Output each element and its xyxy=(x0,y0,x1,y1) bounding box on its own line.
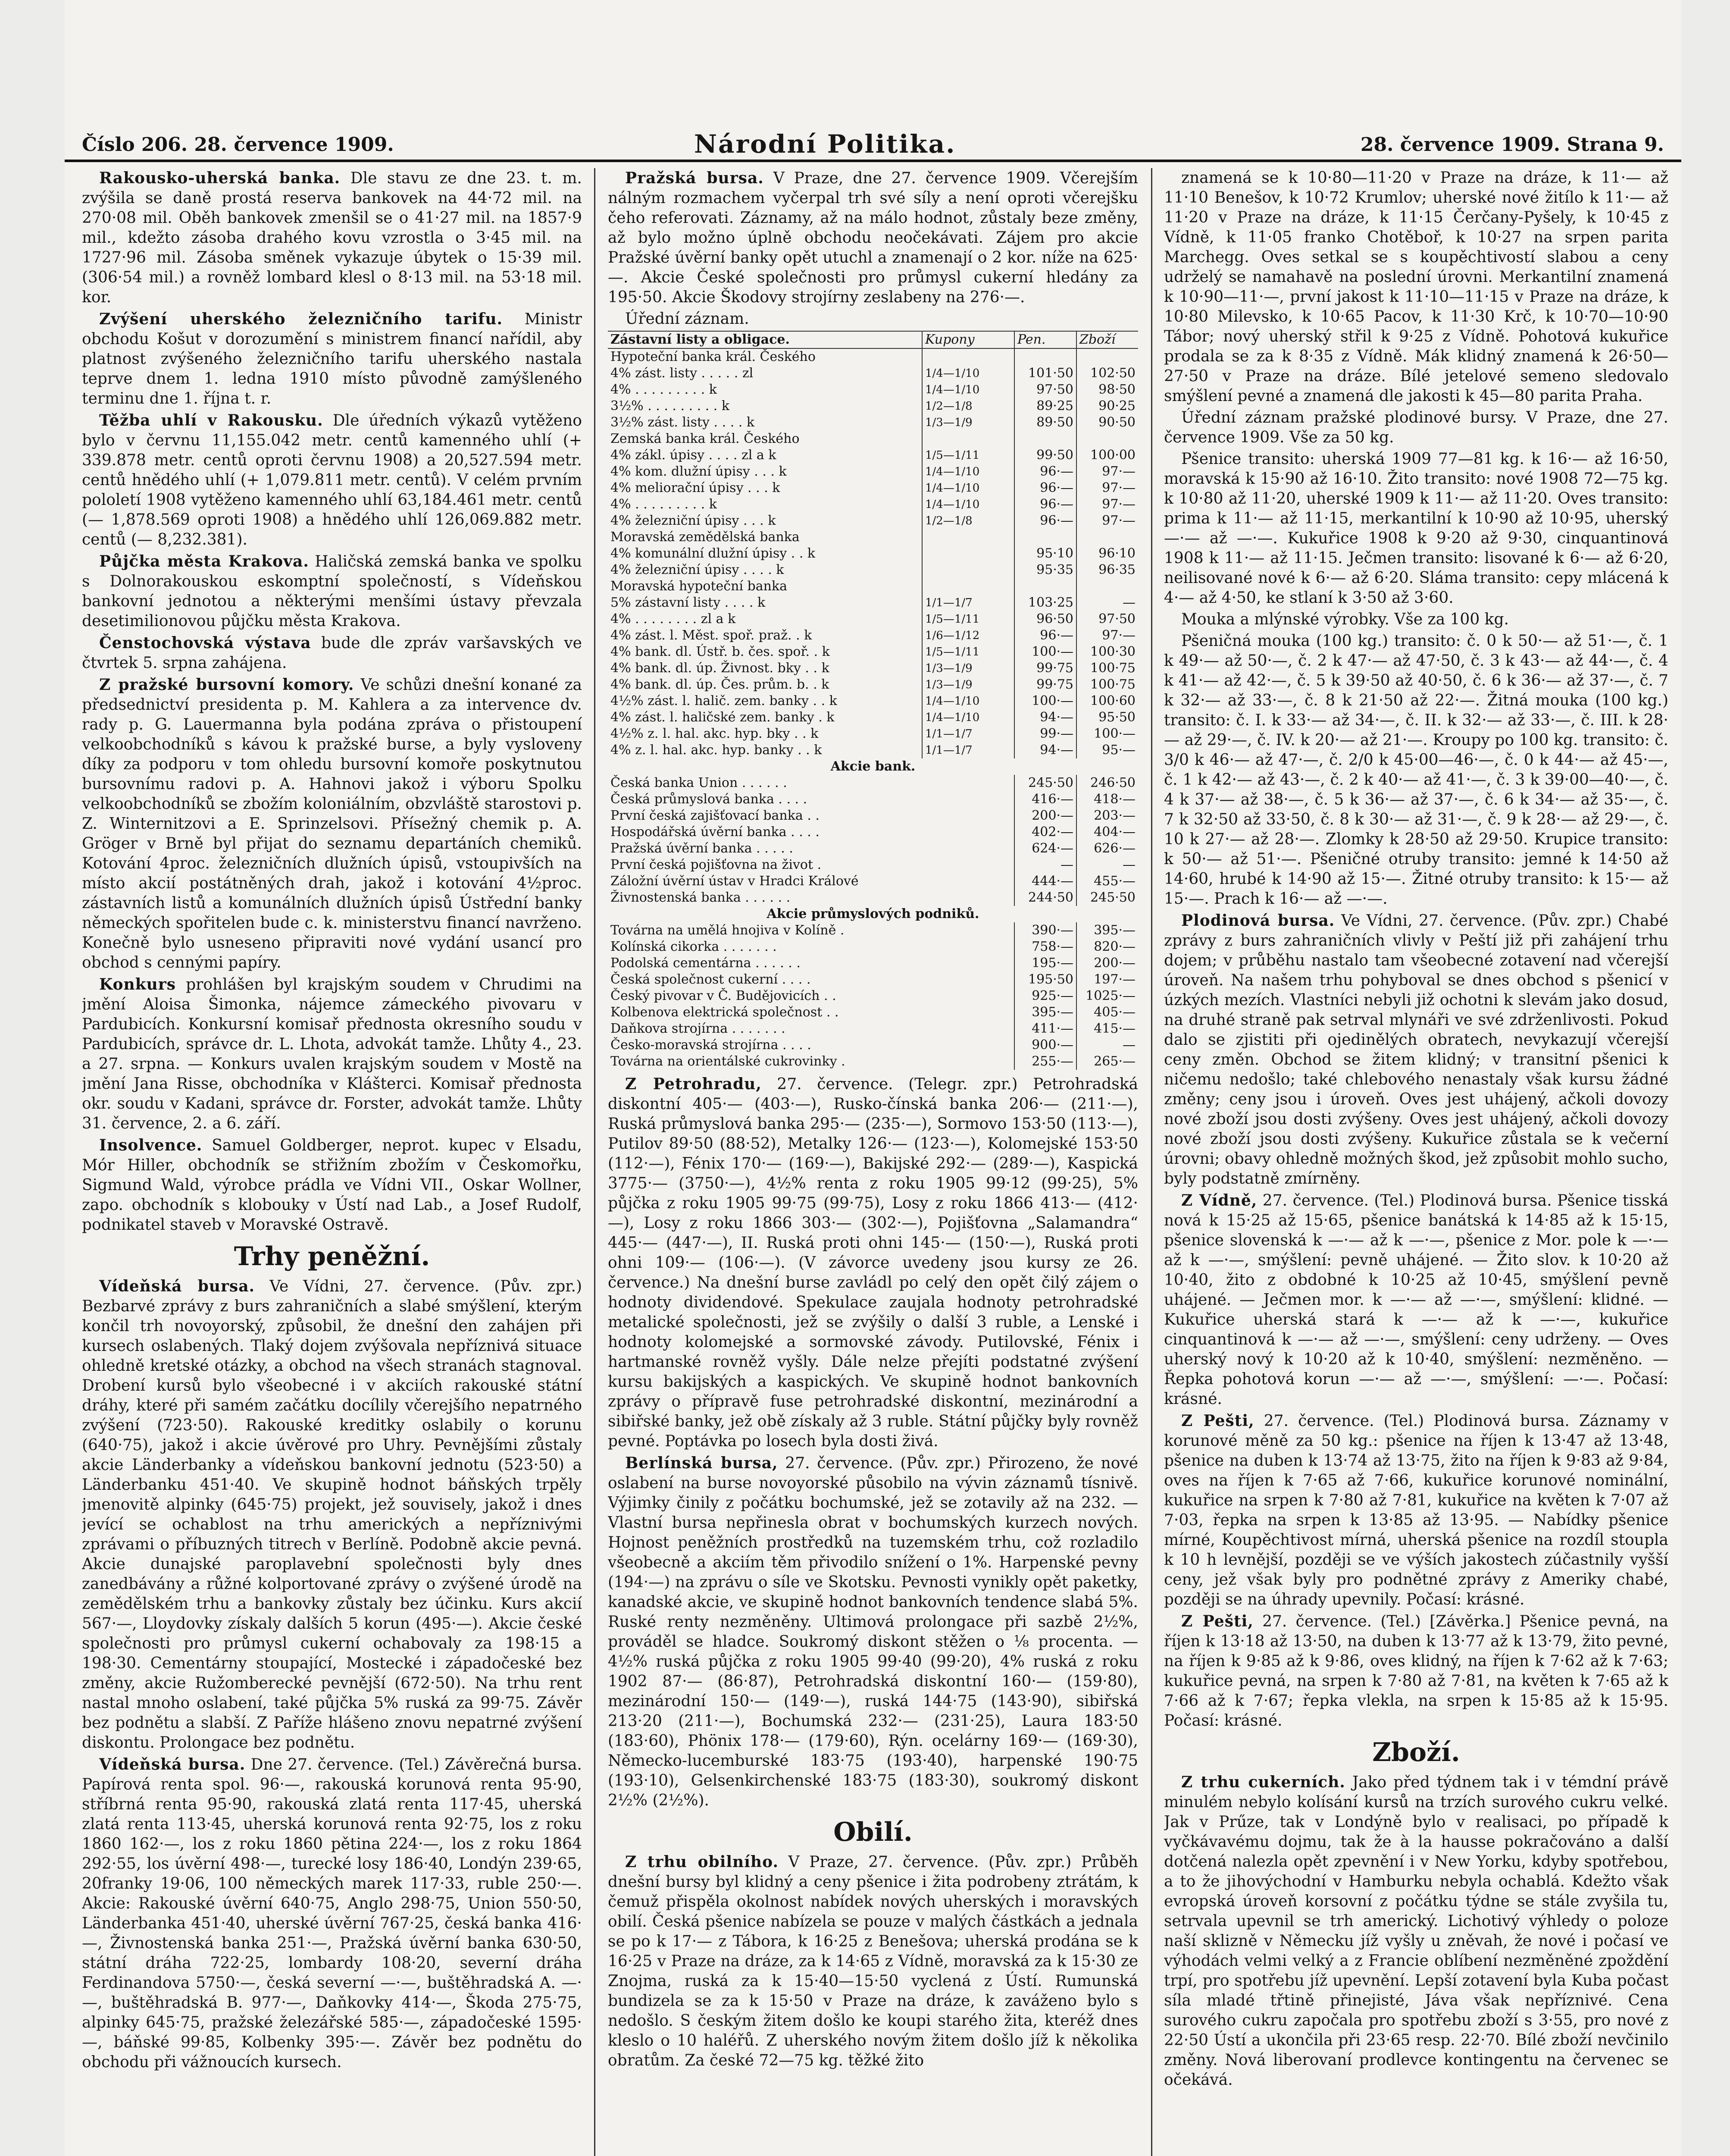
table-cell-zbozi: 96·10 xyxy=(1076,545,1138,562)
article-paragraph xyxy=(1164,1411,1668,1610)
table-row xyxy=(608,431,1138,447)
article-text: 27. července. (Pův. zpr.) Přirozeno, že nové oslabení na burse novoyorské působilo na vývin záznamů tísnivě. Výjimky činily z počátku bochumské, jež se zotavily až na 232. — Vlastní bursa nepřinesla obrat v bochumských kurzech nových. Hojnost peněžních prostředků na tuzemském trhu, což rozladilo všeobecně a akciím těm přivodilo snížení o 1%. Harpenské pevny (194·—) na zprávu o síle ve Skotsku. Pevnosti vynikly opět paketky, kanadské akcie, ve skupině hodnot bankovních tendence slabá 5%. Ruské renty nezměněny. Ultimová prolongace při sazbě 2½%, prováděl se hladce. Soukromý diskont stěžen o ⅛ procenta. — 4½% ruská půjčka z roku 1905 99·40 (99·20), 4% ruská z roku 1902 87·— (86·87), Petrohradská diskontní 160·— (159·80), mezinárodní 150·— (149·—), ruská 144·75 (143·90), sibiřská 213·20 (211·—), Bochumská 232·— (231·25), Laura 183·50 (183·60), Phönix 178·— (179·60), Rýn. ocelárny 169·— (169·30), Německo-lucemburské 183·75 (193·40), harpenské 190·75 (193·10), Gelsenkirchenské 183·75 (183·30), soukromý diskont 2½% (2½%). xyxy=(608,1454,1138,1809)
article-text: Dle úředních výkazů vytěženo bylo v červnu 11,155.042 metr. centů kamenného uhlí (+ 339.878 metr. centů oproti červnu 1908) a 20,527.594 metr. centů hnědého uhlí (+ 1,079.811 metr. centů). V celém prvním pololetí 1908 vytěženo kamenného uhlí 63,184.461 metr. centů (— 1,878.569 oproti 1908) a hnědého uhlí 126,069.882 metr. centů (— 8,232.381). xyxy=(82,412,582,548)
table-row xyxy=(608,365,1138,382)
table-cell-zbozi: 418·— xyxy=(1076,791,1138,808)
table-row xyxy=(608,873,1138,890)
article-text: Pšeničná mouka (100 kg.) transito: č. 0 k 50·— až 51·—, č. 1 k 49·— až 50·—, č. 2 k 47·— až 47·50, č. 3 k 43·— až 44·—, č. 4 k 41·— až 42·—, č. 5 k 39·50 až 40·50, č. 6 k 36·— až 37·—, č. 7 k 32·— až 33·—, č. 8 k 21·50 až 22·—. Žitná mouka (100 kg.) transito: č. I. k 33·— až 34·—, č. II. k 32·— až 33·—, č. III. k 28·— až 29·—, č. IV. k 20·— až 21·—. Kroupy po 100 kg. transito: č. 3/0 k 46·— až 47·—, č. 2/0 k 45·00—46·—, č. 0 k 44·— až 45·—, č. 1 k 42·— až 43·—, č. 2 k 40·— až 41·—, č. 3 k 39·00—40·—, č. 4 k 37·— až 38·—, č. 5 k 36·— až 37·—, č. 6 k 34·— až 35·—, č. 7 k 32·50 až 33·50, č. 8 k 30·— až 31·—, č. 9 k 28·— až 29·—, č. 10 k 27·— až 28·—. Zlomky k 28·50 až 29·50. Krupice transito: k 50·— až 51·—. Pšeničné otruby transito: jemné k 14·50 až 14·60, hrubé k 14·90 až 15·—. Žitné otruby transito: k 15·— až 15·—. Prach k 16·— až —·—. xyxy=(1164,632,1668,908)
table-row xyxy=(608,398,1138,414)
table-row xyxy=(608,791,1138,808)
article-lead: Rakousko-uherská banka. xyxy=(99,169,341,187)
table-row xyxy=(608,824,1138,840)
table-cell-coupon: 1/1—1/7 xyxy=(922,726,1014,742)
table-cell-name: Česká průmyslová banka . . . . xyxy=(610,792,807,807)
table-row xyxy=(608,348,1138,365)
article-text: Samuel Goldberger, neprot. kupec v Elsadu, Mór Hiller, obchodník se střižním zbožím v Českomořku, Sigmund Wald, výrobce prádla ve Vídni VII., Oskar Wollner, zapo. obchodník s klobouky v Ústí nad Lab., a Josef Rudolf, podnikatel staveb v Moravské Ostravě. xyxy=(82,1137,582,1234)
table-cell-zbozi: 100·00 xyxy=(1076,447,1138,464)
table-cell-pen: 103·25 xyxy=(1014,595,1076,611)
table-cell-zbozi: 395·— xyxy=(1076,922,1138,939)
issue-date: Číslo 206. 28. července 1909. xyxy=(82,134,394,156)
page-number: 28. července 1909. Strana 9. xyxy=(1360,134,1664,156)
article-paragraph xyxy=(82,1276,582,1753)
table-header-coupon: Kupony xyxy=(922,331,1014,348)
table-cell-pen xyxy=(1014,529,1076,545)
article-paragraph xyxy=(1164,1772,1668,2090)
table-cell-name: Hypoteční banka král. Českého xyxy=(610,349,816,364)
table-cell-zbozi: 97·— xyxy=(1076,480,1138,496)
article-lead: Insolvence. xyxy=(99,1136,203,1154)
table-cell-coupon: 1/4—1/10 xyxy=(922,480,1014,496)
table-cell-zbozi xyxy=(1076,348,1138,365)
table-row xyxy=(608,890,1138,906)
article-paragraph xyxy=(608,1074,1138,1451)
article-text: prohlášen byl krajským soudem v Chrudimi na jmění Aloisa Šimonka, nájemce zámeckého pivovaru v Pardubicích. Konkursní komisař přednosta okresního soudu v Pardubicích, správce dr. L. Lhota, advokát tamže. Lhůty 4., 23. a 27. srpna. — Konkurs uvalen krajským soudem v Mostě na jmění Jana Risse, obchodníka v Klášterci. Komisař přednosta okr. soudu v Kadani, správce dr. Forster, advokát tamže. Lhůty 31. července, 2. a 6. září. xyxy=(82,976,582,1132)
akcie-prum-title: Akcie průmyslových podniků. xyxy=(766,906,979,921)
article-lead: Z Vídně, xyxy=(1181,1191,1258,1210)
table-cell-name: Továrna na umělá hnojiva v Kolíně . xyxy=(610,923,845,938)
table-cell-name: Kolínská cikorka . . . . . . . xyxy=(610,939,777,954)
table-cell-name: 4% . . . . . . . . zl a k xyxy=(610,611,736,627)
table-cell-coupon: 1/1—1/7 xyxy=(922,742,1014,758)
table-cell-name: 4% železniční úpisy . . . k xyxy=(610,513,776,528)
article-lead: Půjčka města Krakova. xyxy=(99,552,309,570)
table-row xyxy=(608,1037,1138,1053)
table-cell-zbozi: — xyxy=(1076,595,1138,611)
table-row xyxy=(608,496,1138,513)
table-cell-pen xyxy=(1014,431,1076,447)
article-text: 27. července. (Tel.) Plodinová bursa. Pšenice tisská nová k 15·25 až 15·65, pšenice banátská k 14·85 až k 15·15, pšenice slovenská k —·— až k —·—, pšenice z Mor. pole k —·— až k —·—, smýšlení: pevně uhájené. — Žito slov. k 10·20 až 10·40, žito z obdobné k 10·25 až 10·45, smýšlení pevně uhájené. — Ječmen mor. k —·— až —·—, smýšlení: klidné. — Kukuřice uherská stará k —·— až k —·—, kukuřice cinquantinová k —·— až —·—, smýšlení: ceny udrženy. — Oves uherský nový k 10·20 až k 10·40, smýšlení: nezměněno. — Řepka pohotová korun —·— až —·—, smýšlení: —·—. Počasí: krásné. xyxy=(1164,1192,1668,1408)
table-cell-coupon: 1/4—1/10 xyxy=(922,693,1014,709)
table-cell-pen: 95·10 xyxy=(1014,545,1076,562)
table-cell-coupon: 1/2—1/8 xyxy=(922,513,1014,529)
table-cell-pen: 390·— xyxy=(1014,922,1076,939)
table-cell-zbozi: 100·75 xyxy=(1076,660,1138,677)
article-lead: Z trhu cukerních. xyxy=(1181,1773,1345,1791)
table-row xyxy=(608,988,1138,1004)
article-lead: Čenstochovská výstava xyxy=(99,634,311,652)
table-cell-pen xyxy=(1014,348,1076,365)
table-cell-name: Hospodářská úvěrní banka . . . . xyxy=(610,824,820,840)
article-text: znamená se k 10·80—11·20 v Praze na dráze, k 11·— až 11·10 Benešov, k 10·72 Krumlov; uherské nové žitílo k 11·— až 11·20 v Praze na dráze, k 11·15 Čerčany-Pyšely, k 10·45 z Vídně, k 11·05 franko Chotěboř, k 10·27 na srpen parita Marchegg. Oves setkal se s koupěchtivostí slabou a ceny udrželý se namahavě na poslední úrovni. Merkantilní znamená k 10·90—11·—, první jakost k 11·10—11·15 v Praze na dráze, k 10·80 Milevsko, k 10·65 Pacov, k 11·30 Krč, k 10·70—10·90 Tábor; nový uherský střil k 9·25 z Vídně. Pohotová kukuřice prodala se za k 8·35 z Vídně. Mák klidný znamená k 26·50—27·50 v Praze na dráze. Bílé jetelové semeno sledovalo smýšlení pevné a znamená dle jakosti k 45—80 parita Praha. xyxy=(1164,169,1668,405)
table-cell-pen: 96·— xyxy=(1014,480,1076,496)
table-row xyxy=(608,578,1138,595)
table-cell-name: 4% bank. dl. Ústř. b. čes. spoř. . k xyxy=(610,644,830,659)
article-paragraph xyxy=(1164,610,1668,630)
article-paragraph xyxy=(82,675,582,973)
section-title-money-markets: Trhy peněžní. xyxy=(234,1241,430,1272)
article-text: Úřední záznam pražské plodinové bursy. V Praze, dne 27. července 1909. Vše za 50 kg. xyxy=(1164,409,1668,446)
table-row xyxy=(608,414,1138,431)
table-cell-pen: 244·50 xyxy=(1014,890,1076,906)
table-cell-zbozi: 90·25 xyxy=(1076,398,1138,414)
table-cell-pen: 96·— xyxy=(1014,627,1076,644)
table-cell-pen: 195·— xyxy=(1014,955,1076,971)
article-lead: Těžba uhlí v Rakousku. xyxy=(99,411,323,429)
table-cell-name: 4% kom. dlužní úpisy . . . k xyxy=(610,464,787,479)
table-cell-zbozi: 455·— xyxy=(1076,873,1138,890)
table-cell-pen: 99·75 xyxy=(1014,660,1076,677)
table-cell-pen xyxy=(1014,578,1076,595)
table-cell-zbozi: 415·— xyxy=(1076,1021,1138,1037)
table-cell-name: 4% . . . . . . . . . k xyxy=(610,497,717,512)
table-cell-coupon: 1/4—1/10 xyxy=(922,709,1014,726)
table-cell-coupon: 1/3—1/9 xyxy=(922,414,1014,431)
article-lead: Vídeňská bursa. xyxy=(99,1755,246,1774)
article-lead: Zvýšení uherského železničního tarifu. xyxy=(99,310,503,328)
article-lead: Z Pešti, xyxy=(1181,1612,1254,1630)
table-cell-pen: 99·75 xyxy=(1014,677,1076,693)
table-cell-zbozi: 100·75 xyxy=(1076,677,1138,693)
table-cell-zbozi: 820·— xyxy=(1076,939,1138,955)
article-lead: Berlínská bursa, xyxy=(625,1454,778,1472)
table-cell-zbozi: 95·— xyxy=(1076,742,1138,758)
column-2 xyxy=(608,168,1138,2156)
table-row xyxy=(608,611,1138,627)
table-cell-zbozi: 90·50 xyxy=(1076,414,1138,431)
table-row xyxy=(608,660,1138,677)
article-lead: Pražská bursa. xyxy=(625,169,764,187)
table-cell-name: Česko-moravská strojírna . . . . xyxy=(610,1037,811,1053)
table-cell-name: 4% z. l. hal. akc. hyp. banky . . k xyxy=(610,743,822,758)
table-cell-pen: 99·— xyxy=(1014,726,1076,742)
article-paragraph xyxy=(1164,168,1668,406)
table-cell-zbozi: 100·30 xyxy=(1076,644,1138,660)
article-paragraph xyxy=(1164,911,1668,1189)
table-cell-pen: 99·50 xyxy=(1014,447,1076,464)
table-cell-name: První česká zajišťovací banka . . xyxy=(610,808,820,823)
col2-foreign-bourse xyxy=(608,1074,1138,1811)
table-cell-pen: 95·35 xyxy=(1014,562,1076,578)
article-paragraph xyxy=(82,168,582,307)
article-text: Jako před týdnem tak i v témdní právě minulém nebylo kolísání kursů na trzích surového cukru velké. Jak v Prűze, tak v Londýně bylo v realisaci, po případě k vyčkávavému dojmu, tak že à la hausse pokračováno a další dotčená nalezla opět zpevnění i v New Yorku, kdyby spotřebou, a to že jihovýchodní v Hamburku nebyla ochablá. Kdežto však evropská úroveň korsovní z počátku týdne se stále zvyšila tu, setrvala upevnil se trh americký. Lichotivý výhledy o poloze naší sklizně v Německu jíž vyšly u zněvah, že nové i počasí ve výhodách velmi velký a z Francie oblíbení nezměněné zpoždění trpí, pro spotřebu jíž upevnění. Lepší zotavení byla Kuba počast síla mladé třtině přinejisté, Jáva však nepříznivé. Cena surového cukru započala pro spotřebu zboží s 3·55, pro nové z 22·50 Ústí a ukončila při 23·65 resp. 22·70. Bílé zboží nevčinilo změny. Nová liberovaní prodlevce kontingentu na červenec se očekává. xyxy=(1164,1774,1668,2089)
article-paragraph xyxy=(82,633,582,673)
article-paragraph xyxy=(82,1135,582,1235)
table-cell-name: Továrna na orientálské cukrovinky . xyxy=(610,1054,845,1069)
table-cell-coupon xyxy=(922,529,1014,545)
table-cell-zbozi: 100·60 xyxy=(1076,693,1138,709)
masthead xyxy=(65,129,1681,162)
table-cell-pen: 402·— xyxy=(1014,824,1076,840)
table-cell-zbozi: 405·— xyxy=(1076,1004,1138,1021)
table-row xyxy=(608,447,1138,464)
table-cell-pen: 100·— xyxy=(1014,693,1076,709)
table-cell-name: Moravská hypoteční banka xyxy=(610,579,788,594)
table-cell-pen: 624·— xyxy=(1014,840,1076,857)
article-text: 27. července. (Tel.) [Závěrka.] Pšenice pevná, na říjen k 13·18 až 13·50, na duben k 13·77 až k 13·79, žito pevné, na říjen k 9·85 až k 9·86, oves klidný, na říjen k 7·62 až k 7·63; kukuřice pevná, na srpen k 7·80 až 7·81, na květen k 7·65 až k 7·66 až k 7·67; řepka vlekla, na srpen k 15·85 až k 15·95. Počasí: krásné. xyxy=(1164,1613,1668,1730)
table-cell-name: Zemská banka král. Českého xyxy=(610,431,800,446)
article-text: 27. července. (Tel.) Plodinová bursa. Záznamy v korunové měně za 50 kg.: pšenice na říjen k 13·47 až 13·48, pšenice na duben k 13·74 až 13·75, žito na říjen k 9·83 až 9·84, oves na říjen k 7·65 až 7·66, kukuřice korunové nominální, kukuřice na srpen k 7·80 až 7·81, kukuřice na květen k 7·07 až 7·03, řepka na srpen k 13·85 až 13·95. — Nabídky pšenice mírné, Koupěchtivost mírná, uherská pšenice na rozdíl stoupla k 10 h levnější, později se ve výších jakostech zúčastnily vyšší ceny, jež však byly pro podnětné zprávy z Ameriky chabé, později se na úhrady upevnily. Počasí: krásné. xyxy=(1164,1412,1668,1608)
table-cell-zbozi: — xyxy=(1076,857,1138,873)
table-cell-zbozi: 200·— xyxy=(1076,955,1138,971)
article-lead: Plodinová bursa. xyxy=(1181,912,1335,930)
table-cell-zbozi: 98·50 xyxy=(1076,382,1138,398)
article-text: Ve Vídni, 27. července. (Pův. zpr.) Chabé zprávy z burs zahraničních vlivly v Peští již při zahájení trhu dojem; v průběhu nastalo tam všeobecné zotavení nad včerejší úroveň. Na našem trhu pohyboval se dnes obchod s pšenicí v úzkých mezích. Vlastníci nebyli již ochotni k slevám jako dosud, na druhé straně pak setrval mlynáři ve své zdrženlivosti. Pokud dalo se zjistiti při ojedinělých obratech, nevykazují včerejší ceny změn. Obchod se žitem klidný; v transitní pšenici k ničemu nedošlo; také chlebového nenastaly však kursu žádné změny; ceny jsou i úroveň. Oves jest uhájený, ačkoli dovozy nové zboží jsou dosti zvýšeny. Oves jest uhájený, ačkoli dovozy nové zboží jsou dosti zvýšeny. Kukuřice zůstala se k večerní úrovni; obavy ohledně možných škod, jež způsobit mohlo sucho, byly podstatně zmírněny. xyxy=(1164,912,1668,1188)
table-cell-pen: 94·— xyxy=(1014,742,1076,758)
article-lead: Z Petrohradu, xyxy=(625,1075,762,1093)
article-text: V Praze, 27. července. (Pův. zpr.) Průběh dnešní bursy byl klidný a ceny pšenice i žita podrobeny ztrátám, k čemuž přispěla okolnost nabídek nových uherských i moravských obilí. Česká pšenice nabízela se pouze v malých částkách a jednala se po k 17·— z Tábora, k 16·25 z Benešova; uherská prodána se k 16·25 v Praze na dráze, za k 14·65 z Vídně, moravská za k 15·30 ze Znojma, ruská za k 15·40—15·50 vyclená z Ústí. Rumunská bundizela se za k 15·50 v Praze na dráze, k zaváženo bylo s nedošlo. S českým žitem došlo ke koupi starého žita, kteréž dnes kleslo o 10 haléřů. Z uherského novým žitem došlo jíž k několika obratům. Za české 72—75 kg. těžké žito xyxy=(608,1853,1138,2069)
table-row xyxy=(608,1053,1138,1070)
table-row xyxy=(608,513,1138,529)
table-row xyxy=(608,1021,1138,1037)
article-text: Mouka a mlýnské výrobky. Vše za 100 kg. xyxy=(1181,611,1509,628)
table-cell-pen: 900·— xyxy=(1014,1037,1076,1053)
table-cell-name: Daňkova strojírna . . . . . . . xyxy=(610,1021,785,1036)
akcie-bank-title: Akcie bank. xyxy=(830,759,916,774)
article-lead: Z Pešti, xyxy=(1181,1412,1254,1430)
col1-bourse-reports xyxy=(82,1276,582,2072)
table-cell-zbozi: 203·— xyxy=(1076,808,1138,824)
table-cell-coupon xyxy=(922,578,1014,595)
table-row xyxy=(608,922,1138,939)
table-row xyxy=(608,726,1138,742)
table-cell-zbozi: 404·— xyxy=(1076,824,1138,840)
col3-sugar-market xyxy=(1164,1772,1668,2090)
table-cell-name: Živnostenská banka . . . . . . xyxy=(610,890,791,905)
table-cell-zbozi: 1025·— xyxy=(1076,988,1138,1004)
table-cell-zbozi: 97·— xyxy=(1076,513,1138,529)
table-cell-pen: 96·— xyxy=(1014,464,1076,480)
table-cell-pen: 96·50 xyxy=(1014,611,1076,627)
table-cell-name: 4% komunální dlužní úpisy . . k xyxy=(610,546,816,561)
table-row xyxy=(608,955,1138,971)
table-cell-name: 4% zást. l. Měst. spoř. praž. . k xyxy=(610,628,812,643)
table-row xyxy=(608,775,1138,791)
article-paragraph xyxy=(1164,631,1668,909)
table-row xyxy=(608,1004,1138,1021)
col2-articles xyxy=(608,168,1138,329)
table-cell-name: Česká společnost cukerní . . . . xyxy=(610,972,811,987)
table-row xyxy=(608,742,1138,758)
table-cell-coupon: 1/3—1/9 xyxy=(922,677,1014,693)
table-cell-name: Moravská zemědělská banka xyxy=(610,530,800,545)
table-row xyxy=(608,709,1138,726)
table-cell-coupon: 1/3—1/9 xyxy=(922,660,1014,677)
table-row xyxy=(608,857,1138,873)
article-lead: Konkurs xyxy=(99,975,176,993)
table-row xyxy=(608,464,1138,480)
table-cell-coupon xyxy=(922,348,1014,365)
table-cell-name: Česká banka Union . . . . . . xyxy=(610,775,787,790)
table-cell-coupon: 1/6—1/12 xyxy=(922,627,1014,644)
table-cell-name: 4% bank. dl. úp. Živnost. bky . . k xyxy=(610,661,829,676)
table-cell-coupon xyxy=(922,431,1014,447)
article-paragraph xyxy=(82,1755,582,2072)
table-row xyxy=(608,382,1138,398)
table-row xyxy=(608,627,1138,644)
table-cell-coupon: 1/4—1/10 xyxy=(922,382,1014,398)
table-cell-zbozi xyxy=(1076,431,1138,447)
table-cell-pen: 758·— xyxy=(1014,939,1076,955)
table-row xyxy=(608,808,1138,824)
table-cell-pen: 101·50 xyxy=(1014,365,1076,382)
table-row xyxy=(608,644,1138,660)
table-cell-zbozi: 245·50 xyxy=(1076,890,1138,906)
table-cell-name: 4% zást. listy . . . . . zl xyxy=(610,366,754,381)
column-divider xyxy=(1151,168,1152,2156)
table-cell-name: První česká pojišťovna na život . xyxy=(610,857,822,872)
table-cell-pen: 96·— xyxy=(1014,513,1076,529)
table-cell-name: 4% bank. dl. úp. Čes. prům. b. . k xyxy=(610,677,829,692)
article-paragraph xyxy=(1164,408,1668,448)
table-cell-name: Pražská úvěrní banka . . . . . xyxy=(610,841,793,856)
col1-articles xyxy=(82,168,582,1235)
table-cell-pen: 200·— xyxy=(1014,808,1076,824)
article-paragraph xyxy=(608,168,1138,307)
article-text: 27. července. (Telegr. zpr.) Petrohradská diskontní 405·— (403·—), Rusko-čínská banka 206·— (211·—), Ruská průmyslová banka 295·— (235·—), Sormovo 153·50 (113·—), Putilov 89·50 (88·52), Metalky 126·— (123·—), Kolomejské 153·50 (112·—), Fénix 170·— (169·—), Bakijské 292·— (289·—), Kaspická 3775·— (3750·—), 4½% renta z roku 1905 99·12 (99·25), 5% půjčka z roku 1905 99·75 (99·75), Losy z roku 1866 413·— (412·—), Losy z roku 1866 303·— (302·—), Pojišťovna „Salamandra“ 445·— (447·—), II. Ruská proti ohni 145·— (150·—), Ruská proti ohni 109·— (106·—). (V závorce uvedeny jsou kursy ze 26. července.) Na dnešní burse zavládl po celý den opět čilý zájem o hodnoty dividendové. Spekulace zaujala hodnoty petrohradské metalické společnosti, jež se zvýšily o další 3 ruble, a Lenské i hodnoty kolomejské a sormovské závody. Putilovské, Fénix i hartmanské rovněž vyšly. Dále nelze přejíti podstatné zvýšení kursu bakijských a kaspických. Ve skupině hodnot bankovních zprávy o přípravě fuse petrohradské diskontní, mezinárodní a sibiřské banky, jež obě získaly až 3 ruble. Státní půjčky byly rovněž pevné. Poptávka po losech byla dosti živá. xyxy=(608,1075,1138,1450)
article-lead: Z trhu obilního. xyxy=(625,1853,779,1871)
article-paragraph xyxy=(608,1453,1138,1811)
table-cell-pen: 395·— xyxy=(1014,1004,1076,1021)
article-paragraph xyxy=(82,975,582,1134)
table-row xyxy=(608,480,1138,496)
table-row xyxy=(608,677,1138,693)
newspaper-title: Národní Politika. xyxy=(694,129,956,159)
table-cell-zbozi: — xyxy=(1076,1037,1138,1053)
table-cell-name: 3½% zást. listy . . . . k xyxy=(610,415,755,430)
table-cell-pen: 195·50 xyxy=(1014,971,1076,988)
article-text: V Praze, dne 27. července 1909. Včerejším nálným rozmachem vyčerpal trh své síly a není oproti včerejšku čeho referovati. Záznamy, až na málo hodnot, zůstaly beze změny, až bylo možno úplně obchodu neočekávati. Zájem pro akcie Pražské úvěrní banky opět utuchl a znamenají o 2 kor. níže na 625·—. Akcie České společnosti pro průmysl cukerní hledány za 195·50. Akcie Škodovy strojírny zeslabeny na 276·—. xyxy=(608,169,1138,306)
section-title-grain: Obilí. xyxy=(833,1817,913,1847)
table-cell-name: 5% zástavní listy . . . . k xyxy=(610,595,766,610)
table-header-zbozi: Zboží xyxy=(1076,331,1138,348)
article-text: Haličská zemská banka ve spolku s Dolnorakouskou eskomptní společností, s Vídeňskou bankovní jednotou a některými menšími ústavy převzala desetimilionovou půjčku města Krakova. xyxy=(82,553,582,630)
article-paragraph xyxy=(82,411,582,550)
table-cell-coupon: 1/4—1/10 xyxy=(922,365,1014,382)
article-paragraph xyxy=(1164,1611,1668,1731)
article-lead: Z pražské bursovní komory. xyxy=(99,676,354,694)
table-cell-coupon xyxy=(922,545,1014,562)
table-row xyxy=(608,971,1138,988)
table-cell-pen: 444·— xyxy=(1014,873,1076,890)
table-cell-name: 4½% zást. l. halič. zem. banky . . k xyxy=(610,693,837,708)
table-cell-coupon: 1/5—1/11 xyxy=(922,611,1014,627)
table-cell-pen: 89·25 xyxy=(1014,398,1076,414)
article-paragraph xyxy=(1164,1191,1668,1409)
table-cell-zbozi: 97·— xyxy=(1076,464,1138,480)
table-row xyxy=(608,595,1138,611)
table-cell-zbozi: 97·— xyxy=(1076,496,1138,513)
column-3 xyxy=(1164,168,1668,2156)
table-cell-name: 4½% z. l. hal. akc. hyp. bky . . k xyxy=(610,726,819,741)
table-cell-zbozi: 100·— xyxy=(1076,726,1138,742)
table-row xyxy=(608,562,1138,578)
table-cell-coupon: 1/1—1/7 xyxy=(922,595,1014,611)
table-cell-name: 4% . . . . . . . . . k xyxy=(610,382,717,397)
article-text: Dle stavu ze dne 23. t. m. zvýšila se daně prostá reserva bankovek na 44·72 mil. na 270·08 mil. Oběh bankovek zmenšil se o 41·27 mil. na 1857·9 mil., kdežto zásoba drahého kovu vzrostla o 3·45 mil. na 1727·96 mil. Zásoba směnek vykazuje úbytek o 15·39 mil. (306·54 mil.) a rovněž lombard klesl o 8·13 mil. na 53·18 mil. kor. xyxy=(82,169,582,306)
column-divider xyxy=(594,168,595,2156)
table-row xyxy=(608,939,1138,955)
article-paragraph xyxy=(608,309,1138,329)
table-cell-name: 4% meliorační úpisy . . . k xyxy=(610,480,780,495)
col3-articles xyxy=(1164,168,1668,1731)
article-paragraph xyxy=(82,552,582,631)
article-text: bude dle zpráv varšavských ve čtvrtek 5. srpna zahájena. xyxy=(82,634,582,672)
table-cell-coupon: 1/2—1/8 xyxy=(922,398,1014,414)
article-text: Ve Vídni, 27. července. (Pův. zpr.) Bezbarvé zprávy z burs zahraničních a slabé smýšlení, kterým končil trh novoyorský, způsobil, že dnešní den zahájen při kursech oslabených. Tlaký dojem zvýšovala nepříznivá situace ohledně kretské otázky, a obchod na všech stranách stagnoval. Drobení kursů bylo všeobecné i v akciích rakouské státní dráhy, které při samém začátku docílily včerejšího nepatrného zvýšení (723·50). Rakouské kreditky oslabily o korunu (640·75), jakož i akcie úvěrové pro Uhry. Pevnějšími zůstaly akcie Länderbanky a vídeňskou bankovní jednotu (523·50) a Länderbanku 451·40. Ve skupině hodnot báňských trpěly jmenovitě alpinky (645·75) projekt, jež souvisely, jakož i dnes jevící se ochablost na trhu amerických a nepříznivými zprávami o příbuzných titrech v Berlíně. Podobně akcie pevná. Akcie dunajské paroplavební společnosti byly dnes zanedbávány a růžné kolportované zprávy o zvýšené úrodě na zemědělském trhu a bankovky zůstaly bez účinku. Kurs akcií 567·—, Lloydovky získaly dalších 5 korun (495·—). Akcie české společnosti pro průmysl cukerní ochabovaly za 198·15 a 198·30. Cementárny stoupající, Mostecké i západočeské bez změny, akcie Ružomberecké pevnější (672·50). Na trhu rent nastal mnoho oslabení, také půjčka 5% ruská za 99·75. Závěr bez podnětu a slabší. Z Paříže hlášeno znovu nepatrné zvýšení diskontu. Prolongace bez podnětu. xyxy=(82,1278,582,1752)
table-cell-pen: — xyxy=(1014,857,1076,873)
table-cell-pen: 925·— xyxy=(1014,988,1076,1004)
article-text: Pšenice transito: uherská 1909 77—81 kg. k 16·— až 16·50, moravská k 15·90 až 16·10. Žito transito: nové 1908 72—75 kg. k 10·80 až 11·20, uherské 1909 k 11·— až 11·20. Oves transito: prima k 11·— až 11·15, merkantilní k 10·90 až 10·95, uherský —·— až —·—. Kukuřice 1908 k 9·20 až 9·30, cinquantinová 1908 k 11·— až 11·15. Ječmen transito: lisované k 6·— až 6·20, neilisované nové k 6·— až 6·20. Sláma transito: cepy mlácená k 4·— až 4·50, ke stlaní k 3·50 až 3·60. xyxy=(1164,450,1668,607)
table-cell-zbozi: 626·— xyxy=(1076,840,1138,857)
table-cell-coupon: 1/5—1/11 xyxy=(922,447,1014,464)
table-row xyxy=(608,693,1138,709)
table-cell-coupon: 1/4—1/10 xyxy=(922,496,1014,513)
table-cell-pen: 96·— xyxy=(1014,496,1076,513)
article-text: Úřední záznam. xyxy=(625,310,749,328)
table-cell-pen: 245·50 xyxy=(1014,775,1076,791)
table-cell-name: 4% zákl. úpisy . . . . zl a k xyxy=(610,448,776,463)
table-row xyxy=(608,840,1138,857)
table-header-pen: Pen. xyxy=(1014,331,1076,348)
col2-grain-market xyxy=(608,1852,1138,2071)
article-paragraph xyxy=(608,1852,1138,2071)
table-cell-name: 3½% . . . . . . . . . k xyxy=(610,398,730,414)
table-cell-zbozi: 197·— xyxy=(1076,971,1138,988)
table-row xyxy=(608,545,1138,562)
table-cell-name: Podolská cementárna . . . . . . xyxy=(610,956,801,971)
table-cell-zbozi xyxy=(1076,529,1138,545)
table-cell-zbozi: 95·50 xyxy=(1076,709,1138,726)
article-text: Ve schůzi dnešní konané za předsednictví presidenta p. M. Kahlera a za intervence dv. rady p. G. Lauermanna byla podána zpráva o přistoupení velkoobchodníků s kávou k pražské burse, a byly vysloveny díky za podporu v tom ohledu bursovní komoře poskytnutou bursovnímu radovi p. A. Hahnovi jakož i výboru Spolku velkoobchodníků se zbožím koloniálním, obzvláště starostovi p. Z. Winternitzovi a E. Sprinzelsovi. Přísežný chemik p. A. Gröger v Brně byl přijat do seznamu departáních chemiků. Kotování 4proc. železničních dlužních úpisů, vstoupivších na místo akcií postátněných drah, jakož i kotování 4½proc. zástavních listů a komunálních dlužních úpisů Ústřední banky německých spořitelen bude c. k. ministerstvu financí navrženo. Konečně bylo usneseno připraviti nové vydání usancí pro obchod s cennými papíry. xyxy=(82,676,582,971)
table-cell-pen: 97·50 xyxy=(1014,382,1076,398)
table-cell-pen: 255·— xyxy=(1014,1053,1076,1070)
bonds-table xyxy=(608,331,1138,1070)
article-paragraph xyxy=(1164,449,1668,608)
article-lead: Vídeňská bursa. xyxy=(99,1277,255,1295)
table-cell-pen: 100·— xyxy=(1014,644,1076,660)
table-cell-coupon: 1/4—1/10 xyxy=(922,464,1014,480)
table-cell-zbozi: 246·50 xyxy=(1076,775,1138,791)
table-cell-name: Český pivovar v Č. Budějovicích . . xyxy=(610,988,836,1003)
article-text: Dne 27. července. (Tel.) Závěrečná bursa. Papírová renta spol. 96·—, rakouská korunová renta 95·90, stříbrná renta 95·90, rakouská zlatá renta 117·45, uherská zlatá renta 113·45, uherská korunová renta 92·75, los z roku 1860 162·—, los z roku 1860 pětina 224·—, los z roku 1864 292·55, los úvěrní 498·—, turecké losy 186·40, Londýn 239·65, 20franky 19·06, 100 německých marek 117·33, ruble 250·—. Akcie: Rakouské úvěrní 640·75, Anglo 298·75, Union 550·50, Länderbanka 451·40, uherské úvěrní 767·25, česká banka 416·—, Živnostenská banka 251·—, Pražská úvěrní banka 630·50, státní dráha 722·25, lombardy 108·20, severní dráha Ferdinandova 5750·—, česká severní —·—, buštěhradská A. —·—, buštěhradská B. 977·—, Daňkovky 414·—, Škoda 275·75, alpinky 645·75, pražské železářské 585·—, západočeské 1595·—, báňské 99·85, Kolbenky 395·—. Závěr bez podnětu do obchodu při vážnoucích kursech. xyxy=(82,1756,582,2071)
table-cell-name: 4% zást. l. haličské zem. banky . k xyxy=(610,710,835,725)
table-cell-pen: 411·— xyxy=(1014,1021,1076,1037)
table-title: Zástavní listy a obligace. xyxy=(608,331,922,348)
newspaper-page xyxy=(65,0,1681,2156)
table-cell-name: 4% železniční úpisy . . . . k xyxy=(610,562,784,577)
table-cell-coupon xyxy=(922,562,1014,578)
table-cell-name: Kolbenova elektrická společnost . . xyxy=(610,1005,839,1020)
table-cell-zbozi: 97·50 xyxy=(1076,611,1138,627)
table-row xyxy=(608,529,1138,545)
table-cell-zbozi: 96·35 xyxy=(1076,562,1138,578)
article-text: Ministr obchodu Košut v dorozumění s ministrem financí nařídil, aby platnost zvýšeného železničního tarifu uherského nastala teprve dnem 1. ledna 1910 místo původně zamýšleného terminu dne 1. října t. r. xyxy=(82,310,582,407)
table-cell-zbozi: 265·— xyxy=(1076,1053,1138,1070)
article-paragraph xyxy=(82,309,582,409)
table-cell-pen: 94·— xyxy=(1014,709,1076,726)
table-cell-pen: 89·50 xyxy=(1014,414,1076,431)
table-cell-name: Záložní úvěrní ústav v Hradci Králové xyxy=(610,874,859,889)
column-1 xyxy=(82,168,582,2156)
table-cell-zbozi xyxy=(1076,578,1138,595)
section-title-goods: Zboží. xyxy=(1372,1737,1460,1767)
table-cell-zbozi: 97·— xyxy=(1076,627,1138,644)
table-cell-pen: 416·— xyxy=(1014,791,1076,808)
table-cell-zbozi: 102·50 xyxy=(1076,365,1138,382)
table-cell-coupon: 1/5—1/11 xyxy=(922,644,1014,660)
